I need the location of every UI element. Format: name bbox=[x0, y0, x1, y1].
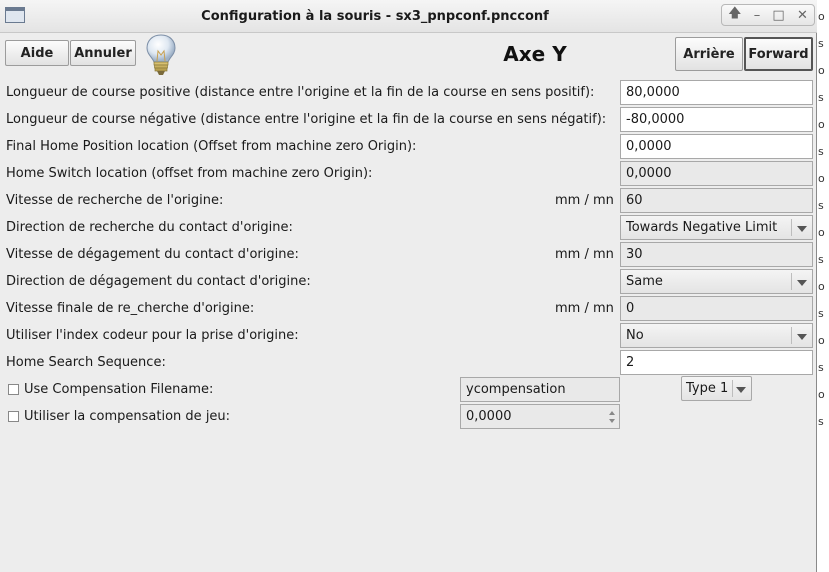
background-letter: s bbox=[818, 253, 824, 266]
forward-button[interactable]: Forward bbox=[744, 37, 813, 71]
row-search-velocity bbox=[0, 187, 817, 214]
backlash-label[interactable]: Utiliser la compensation de jeu: bbox=[24, 409, 231, 424]
close-icon[interactable]: ✕ bbox=[796, 7, 808, 23]
toolbar bbox=[0, 33, 817, 77]
row-home-switch-location bbox=[0, 160, 817, 187]
lightbulb-icon bbox=[144, 33, 178, 77]
row-label: Longueur de course négative (distance entre l'origine et la fin de la course en sens négatif): bbox=[6, 112, 607, 127]
background-letter: o bbox=[818, 280, 825, 293]
minimize-icon[interactable]: – bbox=[753, 7, 761, 23]
background-letter: o bbox=[818, 388, 825, 401]
select-value: Same bbox=[626, 274, 663, 289]
background-letter: o bbox=[818, 64, 825, 77]
final-home-position-input[interactable]: 0,0000 bbox=[620, 134, 813, 159]
use-index-select[interactable] bbox=[620, 323, 813, 348]
help-button[interactable]: Aide bbox=[5, 40, 69, 66]
search-velocity-input[interactable]: 60 bbox=[620, 188, 813, 213]
select-separator bbox=[791, 327, 792, 344]
row-label: Utiliser l'index codeur pour la prise d'origine: bbox=[6, 328, 299, 343]
row-label: Vitesse finale de re_cherche d'origine: bbox=[6, 301, 255, 316]
background-letter: o bbox=[818, 10, 825, 23]
back-button[interactable]: Arrière bbox=[675, 37, 743, 71]
background-letter: s bbox=[818, 199, 824, 212]
row-label: Home Switch location (offset from machine zero Origin): bbox=[6, 166, 373, 181]
select-value: No bbox=[626, 328, 644, 343]
chevron-down-icon[interactable] bbox=[736, 387, 746, 393]
search-direction-select[interactable] bbox=[620, 215, 813, 240]
final-velocity-input[interactable]: 0 bbox=[620, 296, 813, 321]
unit-label: mm / mn bbox=[555, 247, 614, 262]
row-label: Home Search Sequence: bbox=[6, 355, 166, 370]
row-use-index bbox=[0, 322, 817, 349]
row-label: Direction de dégagement du contact d'origine: bbox=[6, 274, 311, 289]
latch-velocity-input[interactable]: 30 bbox=[620, 242, 813, 267]
row-backlash bbox=[0, 403, 817, 430]
cancel-button[interactable]: Annuler bbox=[70, 40, 136, 66]
row-search-direction bbox=[0, 214, 817, 241]
backlash-checkbox[interactable] bbox=[8, 411, 19, 422]
maximize-icon[interactable]: □ bbox=[772, 7, 785, 23]
title-bar[interactable] bbox=[0, 0, 817, 33]
background-letter: s bbox=[818, 91, 824, 104]
background-letter: o bbox=[818, 226, 825, 239]
spin-up-icon[interactable] bbox=[609, 411, 615, 415]
compensation-checkbox[interactable] bbox=[8, 384, 19, 395]
window-controls bbox=[721, 4, 815, 26]
background-letter: o bbox=[818, 172, 825, 185]
chevron-down-icon[interactable] bbox=[797, 280, 807, 286]
window-title: Configuration à la souris - sx3_pnpconf.pncconf bbox=[201, 9, 549, 24]
positive-travel-input[interactable]: 80,0000 bbox=[620, 80, 813, 105]
row-positive-travel bbox=[0, 79, 817, 106]
backlash-value: 0,0000 bbox=[466, 409, 512, 424]
chevron-down-icon[interactable] bbox=[797, 334, 807, 340]
row-label: Vitesse de recherche de l'origine: bbox=[6, 193, 224, 208]
home-switch-location-input[interactable]: 0,0000 bbox=[620, 161, 813, 186]
row-label: Final Home Position location (Offset from machine zero Origin): bbox=[6, 139, 417, 154]
select-separator bbox=[732, 380, 733, 397]
chevron-down-icon[interactable] bbox=[797, 226, 807, 232]
row-latch-velocity bbox=[0, 241, 817, 268]
select-separator bbox=[791, 273, 792, 290]
unit-label: mm / mn bbox=[555, 193, 614, 208]
row-label: Longueur de course positive (distance entre l'origine et la fin de la course en sens positif): bbox=[6, 85, 595, 100]
row-final-velocity bbox=[0, 295, 817, 322]
row-home-sequence bbox=[0, 349, 817, 376]
spin-down-icon[interactable] bbox=[609, 419, 615, 423]
row-compensation-file bbox=[0, 376, 817, 403]
background-letter: s bbox=[818, 145, 824, 158]
row-negative-travel bbox=[0, 106, 817, 133]
shade-up-icon[interactable]: 🡅 bbox=[728, 6, 742, 21]
row-label: Vitesse de dégagement du contact d'origine: bbox=[6, 247, 299, 262]
background-letter: s bbox=[818, 361, 824, 374]
home-sequence-input[interactable]: 2 bbox=[620, 350, 813, 375]
background-letter: o bbox=[818, 334, 825, 347]
backlash-spinbox[interactable] bbox=[460, 404, 620, 429]
select-value: Type 1 bbox=[686, 381, 729, 396]
background-letter: s bbox=[818, 37, 824, 50]
row-label: Direction de recherche du contact d'origine: bbox=[6, 220, 293, 235]
row-latch-direction bbox=[0, 268, 817, 295]
unit-label: mm / mn bbox=[555, 301, 614, 316]
axis-title: Axe Y bbox=[503, 42, 567, 66]
negative-travel-input[interactable]: -80,0000 bbox=[620, 107, 813, 132]
background-letter: s bbox=[818, 415, 824, 428]
latch-direction-select[interactable] bbox=[620, 269, 813, 294]
compensation-label[interactable]: Use Compensation Filename: bbox=[24, 382, 214, 397]
background-letter: o bbox=[818, 118, 825, 131]
compensation-filename-input[interactable]: ycompensation bbox=[460, 377, 620, 402]
row-final-home-position bbox=[0, 133, 817, 160]
select-value: Towards Negative Limit bbox=[626, 220, 778, 235]
background-letter: s bbox=[818, 307, 824, 320]
select-separator bbox=[791, 219, 792, 236]
compensation-type-select[interactable] bbox=[681, 376, 752, 401]
